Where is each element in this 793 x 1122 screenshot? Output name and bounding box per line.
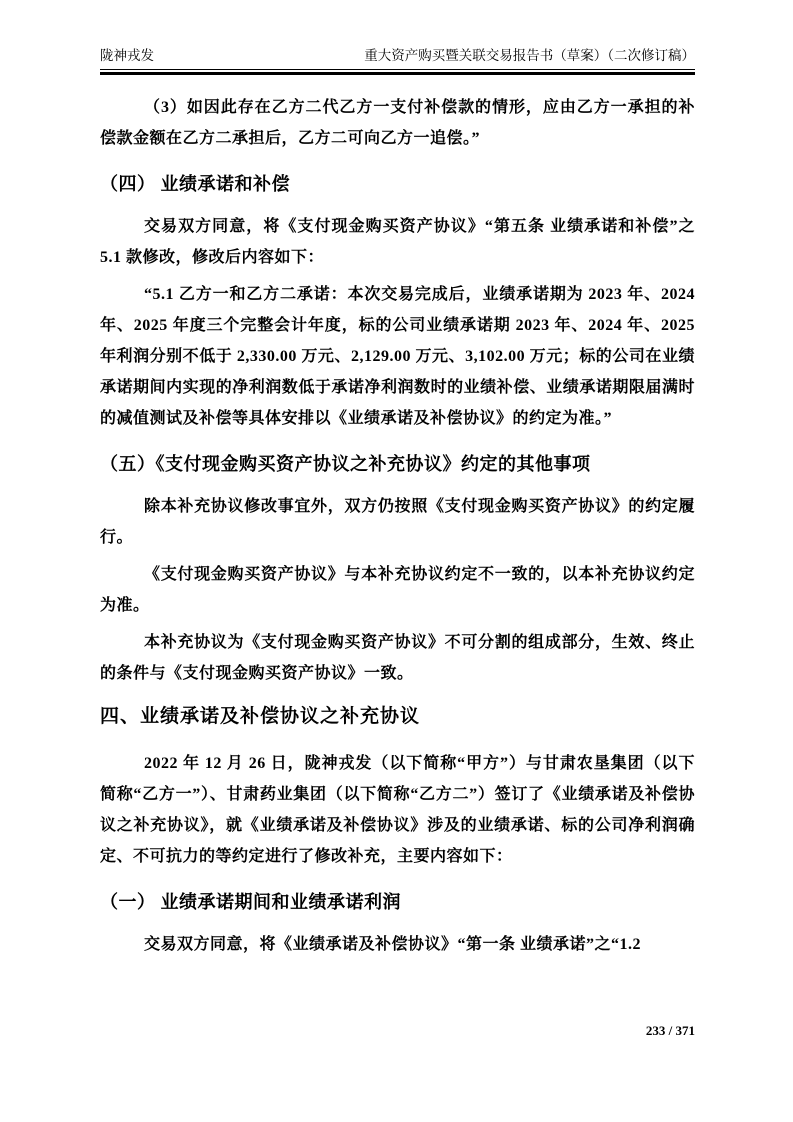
running-header — [100, 46, 695, 75]
paragraph-inconsistency-rule: 《支付现金购买资产协议》与本补充协议约定不一致的，以本补充协议约定为准。 — [100, 566, 695, 614]
paragraph-clause-1-2-intro: 交易双方同意，将《业绩承诺及补偿协议》“第一条 业绩承诺”之“1.2 — [144, 936, 642, 953]
section-heading-1-commitment-period: （一） 业绩承诺期间和业绩承诺利润 — [100, 892, 401, 912]
page-number: 233 / 371 — [645, 1023, 695, 1038]
section-heading-5-other-matters: （五）《支付现金购买资产协议之补充协议》约定的其他事项 — [100, 454, 591, 474]
header-rule-thick — [100, 72, 695, 75]
header-rule-thin — [100, 69, 695, 70]
chapter-heading-supplementary-agreement: 四、业绩承诺及补偿协议之补充协议 — [100, 706, 421, 727]
header-company-name: 陇神戎发 — [100, 48, 154, 63]
document-body — [100, 92, 695, 966]
paragraph-remaining-terms: 除本补充协议修改事宜外，双方仍按照《支付现金购买资产协议》的约定履行。 — [100, 498, 695, 546]
paragraph-signing-background: 2022 年 12 月 26 日，陇神戎发（以下简称“甲方”）与甘肃农垦集团（以下简称“乙方一”）、甘肃药业集团（以下简称“乙方二”）签订了《业绩承诺及补偿协议之补充协议》，就《业绩承诺及补偿协议》涉及的业绩承诺、标的公司净利润确定、不可抗力的等约定进行了修改补充，主要内容如下： — [100, 755, 695, 865]
header-document-title: 重大资产购买暨关联交易报告书（草案）（二次修订稿） — [364, 48, 695, 63]
paragraph-agreement-amendment-intro: 交易双方同意，将《支付现金购买资产协议》“第五条 业绩承诺和补偿”之 5.1 款修改，修改后内容如下： — [100, 218, 695, 266]
paragraph-clause-5-1-content: “5.1 乙方一和乙方二承诺：本次交易完成后，业绩承诺期为 2023 年、2024 年、2025 年度三个完整会计年度，标的公司业绩承诺期 2023 年、2024 年、2025 年利润分别不低于 2,330.00 万元、2,129.00 万元、3,102.00 万元；标的公司在业绩承诺期间内实现的净利润数低于承诺净利润数时的业绩补偿、业绩承诺期限届满时的减值测试及补偿等具体安排以《业绩承诺及补偿协议》的约定为准。” — [100, 286, 695, 427]
paragraph-integral-part: 本补充协议为《支付现金购买资产协议》不可分割的组成部分，生效、终止的条件与《支付现金购买资产协议》一致。 — [100, 634, 695, 682]
paragraph-compensation-recourse: （3）如因此存在乙方二代乙方一支付补偿款的情形，应由乙方一承担的补偿款金额在乙方二承担后，乙方二可向乙方一追偿。” — [100, 99, 695, 147]
section-heading-4-performance-commitment: （四） 业绩承诺和补偿 — [100, 174, 290, 194]
